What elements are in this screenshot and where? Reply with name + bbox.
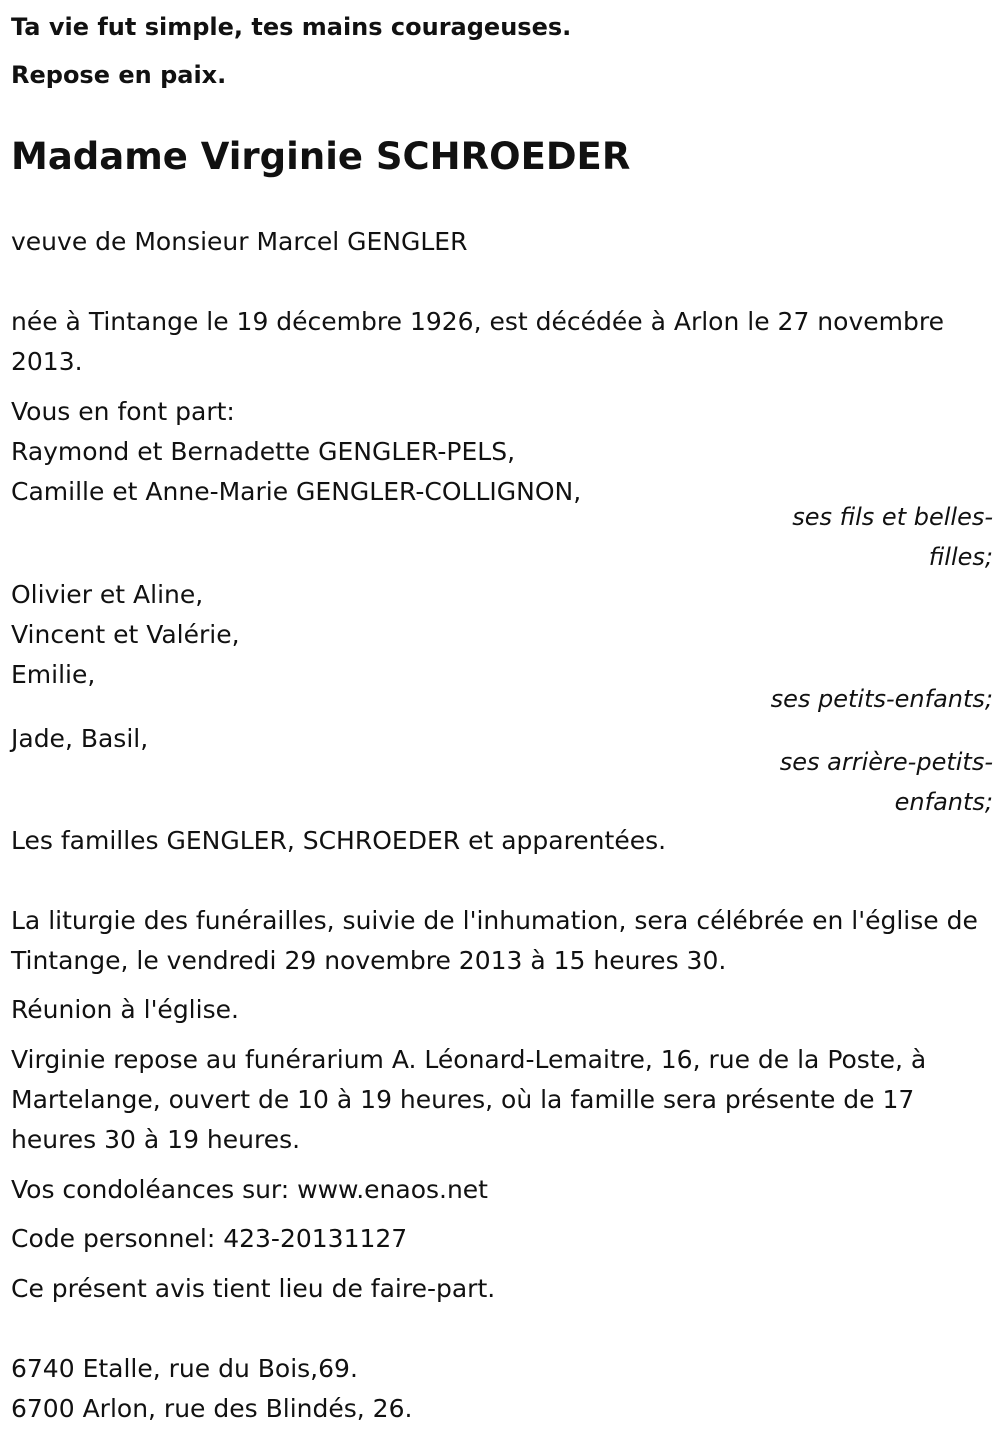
grandchildren-list — [11, 575, 993, 695]
spouse-line: veuve de Monsieur Marcel GENGLER — [11, 227, 468, 256]
address-line: 6740 Etalle, rue du Bois,69. — [11, 1354, 358, 1383]
great-grandchildren-relation: ses arrière-petits-enfants; — [779, 748, 993, 816]
personal-code-value: 423-20131127 — [223, 1224, 408, 1253]
meeting-place: Réunion à l'église. — [11, 995, 239, 1024]
condolences-label: Vos condoléances sur: — [11, 1175, 290, 1204]
funerarium-statement: Virginie repose au funérarium A. Léonard-Lemaitre, 16, rue de la Poste, à Martelange, ouvert de 10 à 19 heures, où la famille sera présente de 17 heures 30 à 19 heures. — [11, 1045, 927, 1154]
list-item: Camille et Anne-Marie GENGLER-COLLIGNON, — [11, 477, 582, 506]
announcers-intro: Vous en font part: — [11, 397, 235, 426]
deceased-name: Madame Virginie SCHROEDER — [11, 135, 631, 178]
address-line: 6700 Arlon, rue des Blindés, 26. — [11, 1394, 413, 1423]
epitaph-line-1: Ta vie fut simple, tes mains courageuses. — [11, 13, 572, 41]
liturgy-statement: La liturgie des funérailles, suivie de l'inhumation, sera célébrée en l'église de Tintange, le vendredi 29 novembre 2013 à 15 heures 30. — [11, 906, 978, 975]
notice-line: Ce présent avis tient lieu de faire-part. — [11, 1274, 496, 1303]
list-item: Raymond et Bernadette GENGLER-PELS, — [11, 437, 516, 466]
list-item: Emilie, — [11, 660, 96, 689]
personal-code-line — [11, 1219, 993, 1259]
children-relation: ses fils et belles-filles; — [792, 503, 993, 571]
list-item: Vincent et Valérie, — [11, 620, 240, 649]
list-item: Olivier et Aline, — [11, 580, 204, 609]
condolences-line — [11, 1170, 993, 1210]
personal-code-label: Code personnel: — [11, 1224, 216, 1253]
great-grandchildren-list: Jade, Basil, — [11, 724, 149, 753]
condolences-website[interactable]: www.enaos.net — [297, 1175, 488, 1204]
families-line: Les familles GENGLER, SCHROEDER et apparentées. — [11, 826, 667, 855]
birth-death-statement: née à Tintange le 19 décembre 1926, est décédée à Arlon le 27 novembre 2013. — [11, 307, 944, 376]
address-list — [11, 1349, 993, 1429]
grandchildren-relation: ses petits-enfants; — [770, 685, 993, 713]
epitaph-line-2: Repose en paix. — [11, 61, 227, 89]
